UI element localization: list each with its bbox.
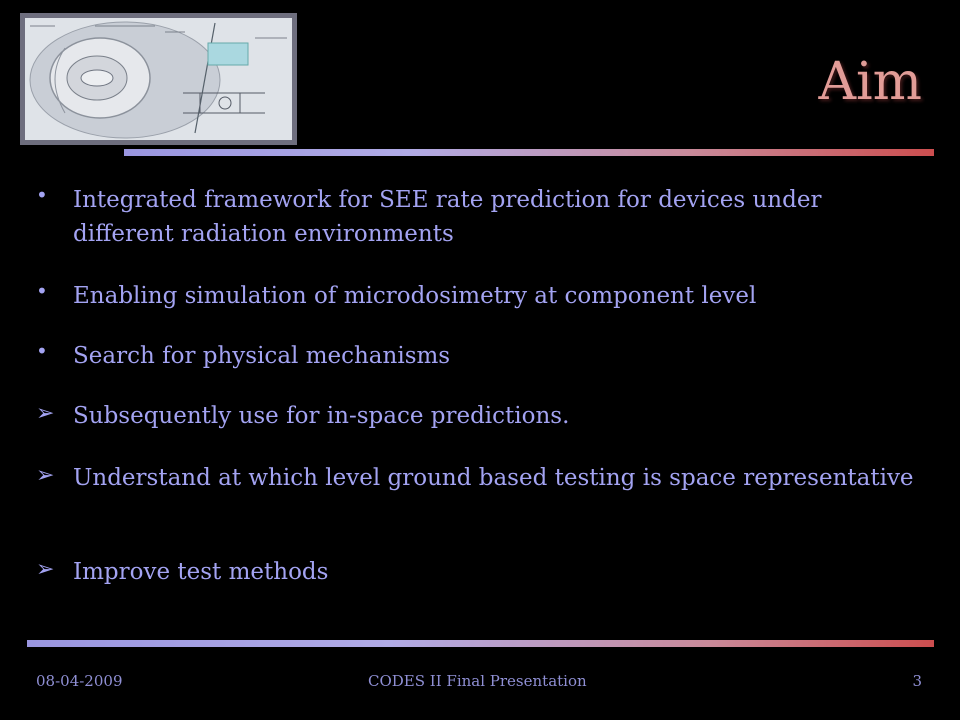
bullet-item [36, 461, 916, 495]
bullet-dot-icon: • [36, 183, 48, 207]
title-divider [124, 149, 934, 156]
bullet-item [36, 555, 916, 589]
diagram-illustration [25, 18, 292, 140]
bullet-text: Search for physical mechanisms [73, 343, 451, 369]
bullet-text: Integrated framework for SEE rate prediction for devices under different radiation environments [73, 187, 822, 247]
footer-presentation-title: CODES II Final Presentation [368, 672, 587, 690]
bullet-item [36, 399, 916, 433]
bullet-dot-icon: • [36, 339, 48, 363]
arrow-bullet-icon: ➢ [36, 401, 55, 426]
arrow-bullet-icon: ➢ [36, 463, 55, 488]
footer-date: 08-04-2009 [36, 672, 123, 690]
slide-title: Aim [818, 52, 922, 112]
bullet-text: Enabling simulation of microdosimetry at component level [73, 283, 757, 309]
header-diagram-image [20, 13, 297, 145]
bullet-item [36, 279, 916, 313]
bullet-item [36, 339, 916, 373]
footer-page-number: 3 [912, 672, 922, 690]
bullet-item [36, 183, 916, 251]
bullet-dot-icon: • [36, 279, 48, 303]
arrow-bullet-icon: ➢ [36, 557, 55, 582]
footer-divider [27, 640, 934, 647]
bullet-text: Understand at which level ground based testing is space representative [73, 465, 914, 491]
bullet-text: Improve test methods [73, 559, 329, 585]
bullet-text: Subsequently use for in-space predictions. [73, 403, 570, 429]
